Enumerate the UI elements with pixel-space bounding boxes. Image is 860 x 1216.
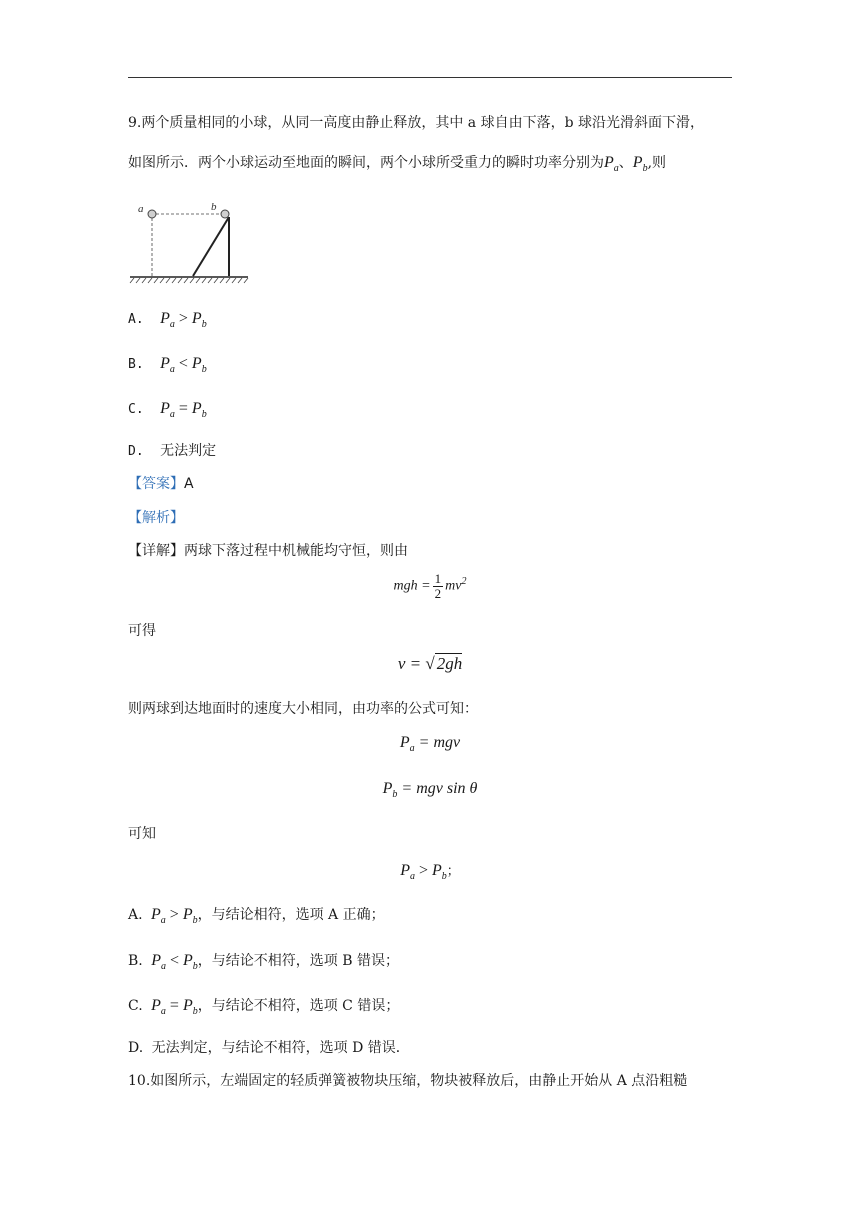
equation-pa: $P_a$ = mgv bbox=[399, 734, 461, 755]
equation-pb: $P_b$ = mgv sin θ bbox=[382, 780, 478, 801]
option-c: C. $P_a = P_b$ bbox=[128, 400, 207, 421]
question9-line1: 9.两个质量相同的小球，从同一高度由静止释放，其中 a 球自由下落，b 球沿光滑斜面下滑， bbox=[128, 115, 705, 131]
analysis-tag: 【解析】 bbox=[128, 510, 184, 526]
equation-energy: mgh = $\frac{1}{2}$ $mv^2$ bbox=[393, 571, 467, 601]
answer-tag: 【答案】 bbox=[128, 476, 184, 492]
kezhi-text: 可知 bbox=[128, 826, 156, 842]
conclusion-a: A. $P_a > P_b$，与结论相符，选项 A 正确； bbox=[128, 906, 385, 927]
ground-hatching bbox=[130, 278, 248, 283]
answer-line bbox=[128, 473, 194, 493]
conclusion-c: C. $P_a = P_b$，与结论不相符，选项 C 错误； bbox=[128, 997, 400, 1018]
option-d: D. 无法判定 bbox=[128, 443, 217, 459]
conclusion-b: B. $P_a < P_b$，与结论不相符，选项 B 错误； bbox=[128, 952, 399, 973]
kede-text: 可得 bbox=[128, 623, 156, 639]
detail-intro: 【详解】两球下落过程中机械能均守恒，则由 bbox=[128, 543, 408, 559]
speed-line: 则两球到达地面时的速度大小相同，由功率的公式可知： bbox=[128, 701, 478, 717]
option-a: A. $P_a > P_b$ bbox=[128, 310, 207, 331]
figure-label-b: b bbox=[211, 201, 217, 213]
question9-line2: 如图所示．两个小球运动至地面的瞬间，两个小球所受重力的瞬时功率分别为$P_a$、$P_b$,则 bbox=[128, 154, 667, 175]
option-b: B. $P_a < P_b$ bbox=[128, 355, 207, 376]
conclusion-d: D. 无法判定，与结论不相符，选项 D 错误． bbox=[128, 1040, 410, 1056]
ball-b bbox=[221, 210, 229, 218]
answer-value: A bbox=[184, 476, 194, 492]
header-rule bbox=[128, 77, 732, 78]
symbol-pb: $P_b$ bbox=[632, 154, 648, 175]
ball-a bbox=[148, 210, 156, 218]
question10-line1: 10.如图所示，左端固定的轻质弹簧被物块压缩，物块被释放后，由静止开始从 A 点沿粗糙 bbox=[128, 1073, 688, 1089]
equation-compare: $P_a > P_b$； bbox=[400, 862, 460, 883]
figure-label-a: a bbox=[138, 203, 144, 215]
incline-surface bbox=[193, 217, 229, 276]
incline-figure bbox=[128, 196, 250, 286]
symbol-pa: $P_a$ bbox=[604, 154, 619, 175]
equation-velocity: v = √ 2gh bbox=[397, 654, 463, 673]
